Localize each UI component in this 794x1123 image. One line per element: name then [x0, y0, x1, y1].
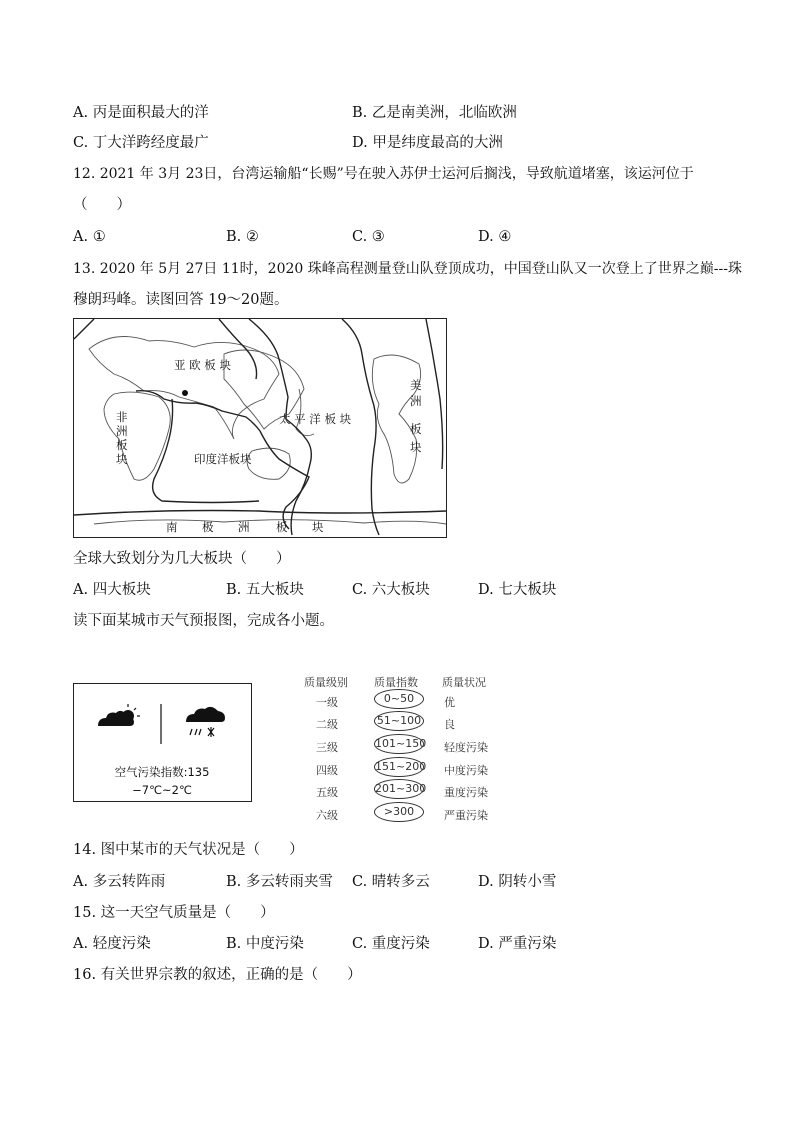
aq-row-level: 三级 [316, 741, 338, 754]
q14-option-d: D. 阴转小雪 [478, 874, 557, 890]
weather-icons [74, 684, 250, 744]
q11-option-d: D. 甲是纬度最高的大洲 [352, 135, 503, 151]
air-quality-table [296, 670, 514, 830]
plate-map-svg [74, 319, 446, 537]
q13-question: 全球大致划分为几大板块（ ） [73, 551, 291, 567]
aq-row-status: 中度污染 [444, 764, 488, 777]
svg-text:洲: 洲 [238, 520, 250, 534]
q13-stem-line1: 13. 2020 年 5月 27日 11时，2020 珠峰高程测量登山队登顶成功，中国登山队又一次登上了世界之巅---珠 [73, 261, 742, 277]
q12-option-d: D. ④ [478, 229, 512, 245]
aq-header-level: 质量级别 [304, 676, 348, 689]
aq-row-level: 一级 [316, 696, 338, 709]
aq-header-index: 质量指数 [374, 676, 418, 689]
sleet-icon [186, 707, 225, 737]
aq-row-index: 101~150 [374, 734, 424, 754]
svg-text:美: 美 [410, 378, 422, 392]
q13-option-c: C. 六大板块 [352, 582, 430, 598]
svg-text:块: 块 [116, 452, 128, 466]
pollution-index: 空气污染指数:135 [114, 765, 210, 779]
weather-intro: 读下面某城市天气预报图，完成各小题。 [73, 613, 334, 629]
q15-option-c: C. 重度污染 [352, 936, 430, 952]
label-african-plate [116, 410, 128, 466]
aq-header-status: 质量状况 [442, 676, 486, 689]
label-pacific-plate: 太 平 洋 板 块 [279, 412, 352, 426]
svg-text:极: 极 [202, 520, 214, 534]
q14-option-a: A. 多云转阵雨 [73, 874, 166, 890]
weather-card [73, 683, 252, 802]
aq-row-status: 重度污染 [444, 786, 488, 799]
svg-text:板: 板 [410, 422, 422, 436]
q12-option-a: A. ① [73, 229, 106, 245]
svg-text:非: 非 [116, 410, 128, 424]
label-antarctic-plate [166, 520, 324, 534]
q11-option-a: A. 丙是面积最大的洋 [73, 105, 209, 121]
svg-text:板: 板 [116, 438, 128, 452]
label-american-plate [410, 378, 422, 454]
label-indian-plate: 印度洋板块 [194, 452, 252, 466]
aq-row-level: 六级 [316, 809, 338, 822]
aq-row-index: 51~100 [374, 711, 424, 731]
aq-row-level: 四级 [316, 764, 338, 777]
aq-row-index: >300 [374, 802, 424, 822]
q12-stem-line2: （ ） [73, 197, 131, 213]
q13-stem-line2: 穆朗玛峰。读图回答 19～20题。 [73, 292, 289, 308]
q12-option-c: C. ③ [352, 229, 385, 245]
svg-text:南: 南 [166, 520, 178, 534]
q12-stem-line1: 12. 2021 年 3月 23日，台湾运输船“长赐”号在驶入苏伊士运河后搁浅，导致航道堵塞，该运河位于 [73, 166, 694, 182]
q15-option-b: B. 中度污染 [226, 936, 304, 952]
partly-cloudy-icon [98, 704, 140, 726]
svg-text:块: 块 [312, 520, 324, 534]
q14-option-b: B. 多云转雨夹雪 [226, 874, 333, 890]
aq-row-status: 严重污染 [444, 809, 488, 822]
aq-row-index: 201~300 [374, 779, 424, 799]
q15-option-a: A. 轻度污染 [73, 936, 151, 952]
aq-row-level: 二级 [316, 718, 338, 731]
q16-question: 16. 有关世界宗教的叙述，正确的是（ ） [73, 967, 362, 983]
plate-map [73, 318, 447, 538]
aq-row-index: 151~200 [374, 757, 424, 777]
q14-question: 14. 图中某市的天气状况是（ ） [73, 842, 304, 858]
temperature-range: −7℃~2℃ [132, 783, 192, 797]
q13-option-b: B. 五大板块 [226, 582, 304, 598]
q14-option-c: C. 晴转多云 [352, 874, 430, 890]
q15-option-d: D. 严重污染 [478, 936, 557, 952]
q13-option-a: A. 四大板块 [73, 582, 151, 598]
q11-option-b: B. 乙是南美洲，北临欧洲 [352, 105, 517, 121]
svg-text:洲: 洲 [410, 394, 422, 408]
svg-text:板: 板 [276, 520, 288, 534]
q13-option-d: D. 七大板块 [478, 582, 557, 598]
aq-row-status: 良 [444, 718, 455, 731]
svg-text:洲: 洲 [116, 424, 128, 438]
aq-row-index: 0~50 [374, 689, 424, 709]
q15-question: 15. 这一天空气质量是（ ） [73, 905, 275, 921]
label-eurasian-plate: 亚 欧 板 块 [174, 358, 231, 372]
q12-option-b: B. ② [226, 229, 259, 245]
svg-text:块: 块 [410, 440, 422, 454]
aq-row-level: 五级 [316, 786, 338, 799]
aq-row-status: 优 [444, 696, 455, 709]
aq-row-status: 轻度污染 [444, 741, 488, 754]
q11-option-c: C. 丁大洋跨经度最广 [73, 135, 209, 151]
